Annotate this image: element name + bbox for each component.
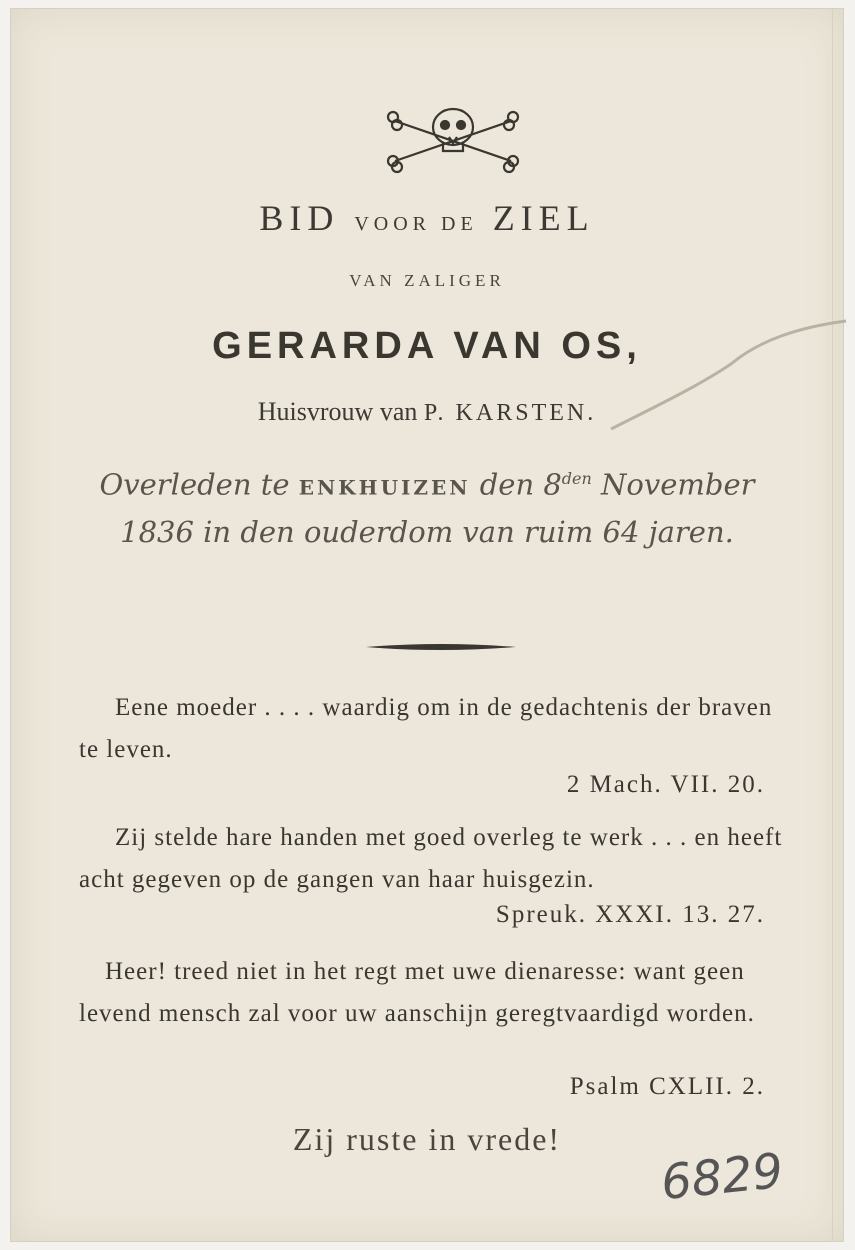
ornamental-rule [366, 639, 516, 655]
skull-crossbones-icon [383, 97, 523, 177]
closing-line: Zij ruste in vrede! [292, 1121, 562, 1157]
heading-voor-de: VOOR DE [354, 213, 478, 235]
verse-3-ref: Psalm CXLII. 2. [569, 1073, 765, 1100]
subheading: VAN ZALIGER [349, 271, 505, 290]
handwritten-number: 6829 [658, 1142, 786, 1212]
heading-bid: BID [259, 198, 340, 238]
spouse-name: P. KARSTEN. [423, 400, 597, 426]
card-edge [832, 9, 833, 1241]
verse-1-ref: 2 Mach. VII. 20. [566, 771, 765, 798]
verse-2-text: Zij stelde hare handen met goed overleg te werk . . . en heeft acht gegeven op de gangen van haar huisgezin. [79, 824, 783, 893]
death-place: ENKHUIZEN [298, 475, 471, 500]
memorial-card [10, 8, 844, 1242]
verse-2-ref: Spreuk. XXXI. 13. 27. [495, 901, 765, 928]
death-day: den 8 [479, 467, 562, 502]
death-rest: November 1836 in den ouderdom van ruim 64 jaren. [120, 467, 755, 549]
prayer-heading [11, 197, 843, 239]
heading-ziel: ZIEL [492, 198, 595, 238]
paper-tear [571, 309, 851, 459]
death-pre: Overleden te [99, 467, 290, 502]
death-day-sup: den [561, 469, 592, 488]
spouse-prefix: Huisvrouw van [257, 397, 418, 426]
deceased-name: GERARDA VAN OS, [212, 325, 642, 367]
death-notice [71, 457, 783, 554]
verse-1-text: Eene moeder . . . . waardig om in de gedachtenis der braven te leven. [79, 694, 773, 763]
verse-3-text: Heer! treed niet in het regt met uwe dienaresse: want geen levend mensch zal voor uw aanschijn geregtvaardigd worden. [79, 958, 755, 1027]
